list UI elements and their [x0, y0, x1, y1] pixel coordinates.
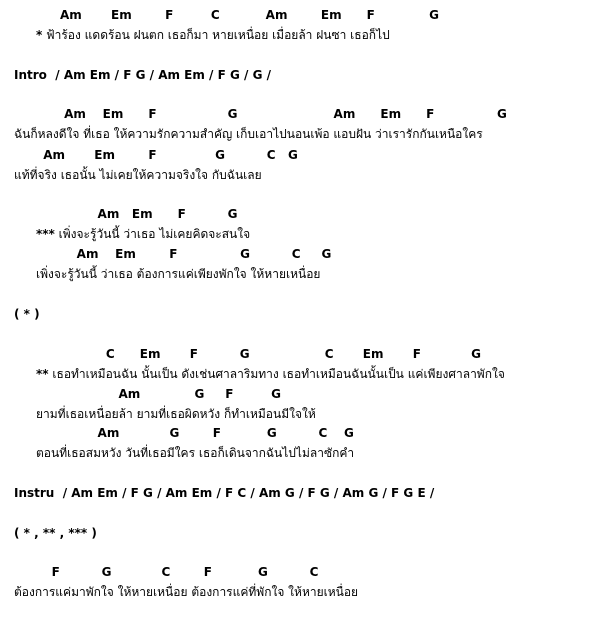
lyric-line: ตอนที่เธอสมหวัง วันที่เธอมีใคร เธอก็เดินจากฉันไปไม่ลาซักคำ	[36, 446, 355, 460]
chord-line: Am Em F C Am Em F G	[14, 8, 440, 22]
lyric-line: แท้ที่จริง เธอนั้น ไม่เคยให้ความจริงใจ กับฉันเลย	[14, 168, 262, 182]
section-marker: **	[36, 367, 49, 381]
lyric-line	[36, 226, 250, 242]
chord-line: Am Em F G	[14, 207, 238, 221]
lyric-line: ยามที่เธอเหนื่อยล้า ยามที่เธอผิดหวัง ก็ทำเหมือนมีใจให้	[36, 407, 316, 421]
lyric-line: ต้องการแค่มาพักใจ ให้หายเหนื่อย ต้องการแค่ที่พักใจ ให้หายเหนื่อย	[14, 585, 359, 599]
section-marker: *	[36, 28, 43, 42]
chord-line: Am Em F G Am Em F G	[14, 107, 507, 121]
chord-line: Am Em F G C G	[14, 247, 332, 261]
chord-line: Am G F G	[14, 387, 281, 401]
lyric-line: เพิ่งจะรู้วันนี้ ว่าเธอ ต้องการแค่เพียงพักใจ ให้หายเหนื่อย	[36, 267, 321, 281]
section-marker: ***	[36, 227, 55, 241]
lyric-line	[36, 27, 390, 43]
lyric-text: เพิ่งจะรู้วันนี้ ว่าเธอ ไม่เคยคิดจะสนใจ	[58, 227, 251, 241]
lyric-line: ฉันก็หลงดีใจ ที่เธอ ให้ความรักความสำคัญ เก็บเอาไปนอนเพ้อ แอบฝัน ว่าเรารักกันเหนือใคร	[14, 127, 483, 141]
chord-line: Am Em F G C G	[14, 148, 298, 162]
instru-line: Instru / Am Em / F G / Am Em / F C / Am G / F G / Am G / F G E /	[14, 486, 435, 500]
chord-line: F G C F G C	[14, 565, 319, 579]
chord-line: Am G F G C G	[14, 426, 354, 440]
repeat-marker: ( * )	[14, 307, 40, 321]
chord-line: C Em F G C Em F G	[14, 347, 481, 361]
lyric-text: เธอทำเหมือนฉัน นั้นเป็น ดังเช่นศาลาริมทาง เธอทำเหมือนฉันนั้นเป็น แค่เพียงศาลาพักใจ	[52, 367, 505, 381]
lyric-text: ฟ้าร้อง แดดร้อน ฝนตก เธอก็มา หายเหนื่อย เมื่อยล้า ฝนซา เธอก็ไป	[46, 28, 390, 42]
repeat-marker: ( * , ** , *** )	[14, 526, 97, 540]
lyric-line	[36, 366, 505, 382]
intro-line: Intro / Am Em / F G / Am Em / F G / G /	[14, 68, 271, 82]
